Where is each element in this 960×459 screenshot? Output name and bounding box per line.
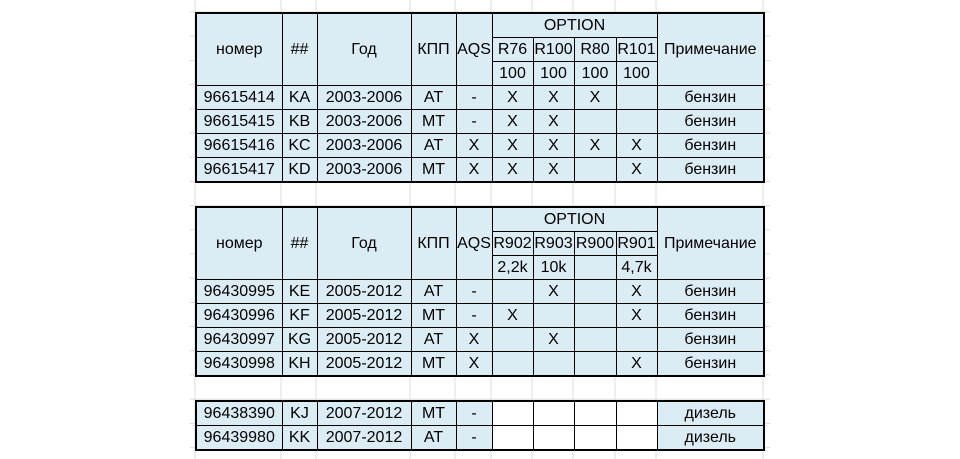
cell-option: X — [492, 304, 533, 328]
cell-kpp: AT — [411, 328, 456, 352]
cell-option: X — [533, 328, 574, 352]
header-row — [196, 13, 764, 38]
cell-god: 2003-2006 — [317, 134, 411, 158]
cell-god: 2005-2012 — [317, 280, 411, 304]
cell-note: дизель — [657, 401, 764, 426]
cell-aqs: - — [456, 304, 492, 328]
table-row — [196, 110, 764, 134]
cell-option: X — [533, 158, 574, 183]
header-aqs: AQS — [456, 207, 492, 280]
cell-god: 2005-2012 — [317, 304, 411, 328]
option-value: 100 — [533, 62, 574, 86]
cell-option: X — [616, 352, 657, 377]
header-note: Примечание — [657, 13, 764, 86]
header-nomer: номер — [196, 207, 282, 280]
cell-code: KA — [282, 86, 317, 110]
option-value — [574, 256, 616, 280]
cell-note: бензин — [657, 304, 764, 328]
cell-option — [533, 352, 574, 377]
cell-option: X — [616, 304, 657, 328]
option-value: 10k — [533, 256, 574, 280]
cell-kpp: MT — [411, 352, 456, 377]
cell-option: X — [574, 86, 616, 110]
table-row — [196, 86, 764, 110]
header-god: Год — [317, 13, 411, 86]
header-aqs: AQS — [456, 13, 492, 86]
cell-kpp: AT — [411, 86, 456, 110]
option-name: R900 — [574, 232, 616, 256]
parts-table-1 — [195, 12, 765, 183]
cell-option — [533, 304, 574, 328]
cell-nomer: 96430997 — [196, 328, 282, 352]
cell-code: KG — [282, 328, 317, 352]
cell-code: KF — [282, 304, 317, 328]
table-row — [196, 401, 764, 426]
cell-option — [574, 280, 616, 304]
cell-option: X — [492, 134, 533, 158]
cell-aqs: - — [456, 86, 492, 110]
parts-table-3 — [195, 400, 765, 451]
table-row — [196, 426, 764, 451]
cell-nomer: 96430998 — [196, 352, 282, 377]
header-god: Год — [317, 207, 411, 280]
header-nomer: номер — [196, 13, 282, 86]
cell-aqs: - — [456, 110, 492, 134]
cell-option — [533, 401, 574, 426]
table-row — [196, 328, 764, 352]
cell-option — [492, 426, 533, 451]
option-name: R901 — [616, 232, 657, 256]
header-option: OPTION — [492, 207, 657, 232]
cell-option: X — [533, 86, 574, 110]
cell-aqs: - — [456, 401, 492, 426]
option-value: 100 — [492, 62, 533, 86]
table-row — [196, 280, 764, 304]
cell-kpp: AT — [411, 280, 456, 304]
table-row — [196, 158, 764, 183]
cell-kpp: MT — [411, 304, 456, 328]
cell-aqs: X — [456, 158, 492, 183]
option-value: 4,7k — [616, 256, 657, 280]
cell-code: KK — [282, 426, 317, 451]
option-name: R100 — [533, 38, 574, 62]
cell-kpp: MT — [411, 401, 456, 426]
cell-option — [616, 426, 657, 451]
parts-table-2 — [195, 206, 765, 377]
cell-option — [574, 328, 616, 352]
cell-option — [574, 158, 616, 183]
cell-option: X — [492, 86, 533, 110]
cell-nomer: 96615416 — [196, 134, 282, 158]
cell-code: KC — [282, 134, 317, 158]
cell-option — [492, 328, 533, 352]
option-name: R101 — [616, 38, 657, 62]
cell-god: 2003-2006 — [317, 158, 411, 183]
cell-option — [533, 426, 574, 451]
option-name: R902 — [492, 232, 533, 256]
cell-code: KH — [282, 352, 317, 377]
header-kpp: КПП — [411, 207, 456, 280]
cell-kpp: AT — [411, 426, 456, 451]
cell-option — [616, 86, 657, 110]
header-note: Примечание — [657, 207, 764, 280]
cell-nomer: 96615414 — [196, 86, 282, 110]
cell-note: дизель — [657, 426, 764, 451]
table-row — [196, 134, 764, 158]
header-kpp: КПП — [411, 13, 456, 86]
cell-option — [492, 280, 533, 304]
cell-nomer: 96615415 — [196, 110, 282, 134]
cell-option — [574, 426, 616, 451]
cell-option — [574, 352, 616, 377]
cell-option: X — [492, 158, 533, 183]
cell-code: KB — [282, 110, 317, 134]
cell-god: 2005-2012 — [317, 352, 411, 377]
cell-aqs: - — [456, 426, 492, 451]
cell-note: бензин — [657, 110, 764, 134]
cell-aqs: - — [456, 280, 492, 304]
cell-option: X — [533, 134, 574, 158]
cell-option — [574, 110, 616, 134]
cell-option: X — [616, 158, 657, 183]
cell-nomer: 96615417 — [196, 158, 282, 183]
cell-aqs: X — [456, 352, 492, 377]
cell-option: X — [533, 110, 574, 134]
cell-god: 2003-2006 — [317, 86, 411, 110]
cell-code: KE — [282, 280, 317, 304]
option-name: R76 — [492, 38, 533, 62]
cell-note: бензин — [657, 134, 764, 158]
header-option: OPTION — [492, 13, 657, 38]
option-value: 100 — [616, 62, 657, 86]
cell-note: бензин — [657, 158, 764, 183]
cell-nomer: 96430996 — [196, 304, 282, 328]
cell-code: KJ — [282, 401, 317, 426]
cell-aqs: X — [456, 134, 492, 158]
cell-kpp: MT — [411, 158, 456, 183]
cell-option — [492, 352, 533, 377]
cell-option: X — [533, 280, 574, 304]
cell-nomer: 96438390 — [196, 401, 282, 426]
cell-nomer: 96439980 — [196, 426, 282, 451]
cell-god: 2007-2012 — [317, 426, 411, 451]
cell-option — [574, 304, 616, 328]
table-row — [196, 352, 764, 377]
cell-note: бензин — [657, 86, 764, 110]
cell-nomer: 96430995 — [196, 280, 282, 304]
cell-option: X — [616, 134, 657, 158]
header-hash: ## — [282, 13, 317, 86]
cell-option — [574, 401, 616, 426]
table-row — [196, 304, 764, 328]
cell-god: 2005-2012 — [317, 328, 411, 352]
cell-option — [616, 401, 657, 426]
header-hash: ## — [282, 207, 317, 280]
cell-aqs: X — [456, 328, 492, 352]
cell-god: 2007-2012 — [317, 401, 411, 426]
cell-option — [616, 110, 657, 134]
option-name: R903 — [533, 232, 574, 256]
header-row — [196, 207, 764, 232]
option-value: 2,2k — [492, 256, 533, 280]
cell-note: бензин — [657, 352, 764, 377]
cell-option — [492, 401, 533, 426]
cell-option: X — [492, 110, 533, 134]
cell-note: бензин — [657, 280, 764, 304]
cell-god: 2003-2006 — [317, 110, 411, 134]
cell-kpp: MT — [411, 110, 456, 134]
cell-note: бензин — [657, 328, 764, 352]
cell-option: X — [574, 134, 616, 158]
option-value: 100 — [574, 62, 616, 86]
cell-option — [616, 328, 657, 352]
cell-option: X — [616, 280, 657, 304]
cell-kpp: AT — [411, 134, 456, 158]
option-name: R80 — [574, 38, 616, 62]
cell-code: KD — [282, 158, 317, 183]
